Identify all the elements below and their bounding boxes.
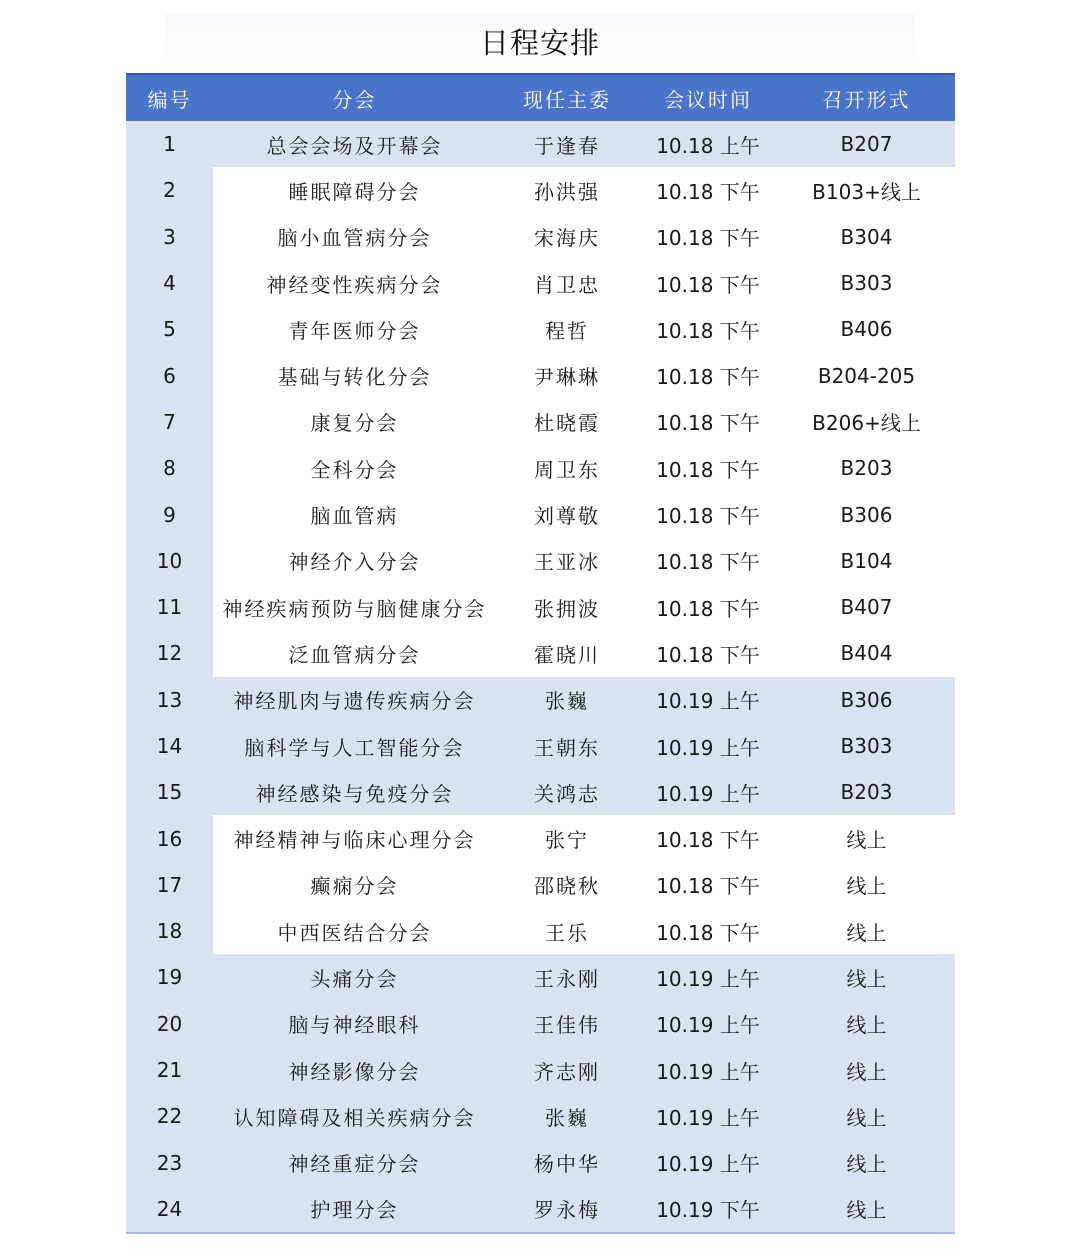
cell-chair: 关鸿志 (534, 781, 600, 806)
table-row (126, 1140, 955, 1186)
cell-number: 17 (126, 862, 213, 908)
table-body (126, 121, 955, 1234)
cell-chair: 王亚冰 (534, 550, 600, 575)
cell-chair: 王永刚 (534, 966, 600, 991)
cell-chair: 于逢春 (534, 133, 600, 158)
cell-format: 线上 (846, 1013, 887, 1038)
cell-number: 20 (156, 1011, 183, 1036)
cell-format: B306 (840, 687, 893, 712)
cell-format: B304 (840, 224, 893, 249)
cell-number: 18 (126, 908, 213, 954)
table-row (126, 723, 955, 769)
cell-chair: 肖卫忠 (534, 272, 600, 297)
cell-format: B306 (840, 502, 893, 527)
cell-subcommittee: 脑科学与人工智能分会 (244, 735, 465, 760)
table-row (126, 815, 955, 861)
cell-chair: 宋海庆 (534, 226, 600, 251)
cell-number: 19 (156, 965, 183, 990)
cell-number: 5 (126, 306, 213, 352)
table-row (126, 214, 955, 260)
cell-subcommittee: 康复分会 (310, 411, 399, 436)
cell-format: 线上 (846, 1059, 887, 1084)
cell-chair: 王佳伟 (534, 1013, 600, 1038)
cell-number: 16 (126, 815, 213, 861)
cell-chair: 齐志刚 (534, 1059, 600, 1084)
cell-time: 10.19 上午 (656, 966, 760, 991)
schedule-table (126, 73, 955, 1234)
page-title: 日程安排 (479, 26, 600, 60)
cell-format: 线上 (846, 1105, 887, 1130)
cell-chair: 杨中华 (534, 1152, 600, 1177)
table-row (126, 538, 955, 584)
cell-chair: 王乐 (545, 920, 589, 945)
header-chair: 现任主委 (523, 87, 611, 112)
cell-number: 11 (126, 584, 213, 630)
header-number: 编号 (147, 87, 192, 112)
table-row (126, 306, 955, 352)
cell-time: 10.18 下午 (656, 365, 760, 390)
cell-subcommittee: 脑小血管病分会 (277, 226, 432, 251)
cell-subcommittee: 基础与转化分会 (277, 365, 432, 390)
cell-number: 15 (156, 780, 183, 805)
cell-time: 10.19 上午 (656, 1013, 760, 1038)
cell-chair: 程哲 (545, 318, 589, 343)
cell-time: 10.19 上午 (656, 1152, 760, 1177)
cell-chair: 张巍 (545, 1105, 589, 1130)
cell-time: 10.18 下午 (656, 226, 760, 251)
cell-chair: 尹琳琳 (534, 365, 600, 390)
cell-subcommittee: 总会会场及开幕会 (266, 133, 443, 158)
cell-number: 8 (126, 445, 213, 491)
cell-chair: 邵晓秋 (534, 874, 600, 899)
table-row (126, 584, 955, 630)
cell-time: 10.18 下午 (656, 318, 760, 343)
cell-subcommittee: 泛血管病分会 (288, 642, 421, 667)
table-row (126, 399, 955, 445)
cell-format: B204-205 (817, 363, 916, 388)
cell-number: 14 (156, 734, 183, 758)
cell-number: 3 (126, 214, 213, 260)
cell-number: 6 (126, 352, 213, 398)
cell-number: 21 (156, 1058, 183, 1083)
cell-subcommittee: 神经精神与临床心理分会 (233, 828, 476, 853)
cell-subcommittee: 神经影像分会 (288, 1059, 421, 1084)
table-row (126, 260, 955, 306)
cell-subcommittee: 认知障碍及相关疾病分会 (233, 1105, 476, 1130)
cell-chair: 周卫东 (534, 457, 600, 482)
cell-chair: 杜晓霞 (534, 411, 600, 436)
cell-subcommittee: 全科分会 (310, 457, 399, 482)
cell-chair: 王朝东 (534, 735, 600, 760)
cell-time: 10.19 下午 (656, 1198, 760, 1223)
table-row (126, 630, 955, 676)
cell-format: B203 (840, 456, 893, 481)
cell-time: 10.18 下午 (656, 457, 760, 482)
header-format: 召开形式 (822, 87, 911, 112)
cell-time: 10.18 下午 (656, 411, 760, 436)
cell-time: 10.19 上午 (656, 689, 760, 714)
cell-subcommittee: 护理分会 (310, 1198, 399, 1223)
cell-format: 线上 (846, 1152, 887, 1177)
cell-time: 10.18 下午 (656, 920, 760, 945)
cell-time: 10.18 下午 (656, 179, 760, 204)
cell-time: 10.18 下午 (656, 550, 760, 575)
table-row (126, 445, 955, 491)
cell-time: 10.18 下午 (656, 828, 760, 853)
cell-subcommittee: 睡眠障碍分会 (288, 179, 421, 204)
cell-time: 10.19 上午 (656, 1105, 760, 1130)
cell-number: 1 (163, 132, 176, 157)
cell-subcommittee: 神经疾病预防与脑健康分会 (222, 596, 487, 621)
cell-time: 10.18 下午 (656, 504, 760, 529)
cell-number: 9 (126, 491, 213, 537)
cell-format: 线上 (846, 1198, 887, 1223)
cell-subcommittee: 脑与神经眼科 (288, 1013, 421, 1038)
table-row (126, 862, 955, 908)
cell-number: 10 (126, 538, 213, 584)
cell-subcommittee: 脑血管病 (310, 504, 399, 529)
cell-number: 23 (156, 1150, 183, 1175)
table-header (126, 73, 955, 121)
cell-chair: 张宁 (545, 828, 589, 853)
cell-subcommittee: 中西医结合分会 (277, 920, 432, 945)
header-time: 会议时间 (664, 87, 752, 112)
table-row (126, 954, 955, 1000)
cell-time: 10.18 下午 (656, 642, 760, 667)
cell-format: 线上 (846, 920, 887, 945)
cell-format: 线上 (846, 966, 887, 991)
table-row (126, 121, 955, 167)
cell-number: 4 (126, 260, 213, 306)
cell-subcommittee: 神经重症分会 (288, 1152, 421, 1177)
cell-number: 2 (126, 167, 213, 213)
cell-subcommittee: 头痛分会 (310, 966, 399, 991)
cell-time: 10.18 下午 (656, 272, 760, 297)
cell-number: 12 (126, 630, 213, 676)
cell-subcommittee: 癫痫分会 (310, 874, 399, 899)
table-row (126, 908, 955, 954)
cell-time: 10.19 上午 (656, 1059, 760, 1084)
cell-format: B203 (840, 780, 893, 805)
table-row (126, 167, 955, 213)
cell-chair: 张巍 (545, 689, 589, 714)
cell-format: 线上 (846, 828, 887, 853)
cell-subcommittee: 神经介入分会 (288, 550, 421, 575)
cell-format: B104 (840, 548, 893, 573)
cell-format: 线上 (846, 874, 887, 899)
cell-chair: 刘尊敬 (534, 504, 600, 529)
table-row (126, 491, 955, 537)
cell-number: 13 (156, 687, 183, 712)
cell-format: B207 (840, 132, 893, 157)
table-row (126, 677, 955, 723)
cell-number: 22 (156, 1104, 183, 1129)
header-subcommittee: 分会 (332, 87, 377, 112)
cell-format: B303 (840, 734, 893, 758)
table-row (126, 1047, 955, 1093)
cell-time: 10.18 上午 (656, 133, 760, 158)
table-row (126, 1186, 955, 1234)
cell-number: 7 (126, 399, 213, 445)
cell-chair: 张拥波 (534, 596, 600, 621)
cell-subcommittee: 神经肌肉与遗传疾病分会 (233, 689, 476, 714)
cell-chair: 霍晓川 (534, 642, 600, 667)
cell-subcommittee: 神经感染与免疫分会 (255, 781, 454, 806)
cell-format: B103+线上 (812, 179, 921, 204)
table-row (126, 1001, 955, 1047)
cell-format: B406 (840, 317, 893, 342)
cell-chair: 罗永梅 (534, 1198, 600, 1223)
cell-format: B206+线上 (812, 411, 921, 436)
cell-subcommittee: 青年医师分会 (288, 318, 421, 343)
cell-time: 10.19 上午 (656, 735, 760, 760)
cell-format: B303 (840, 271, 893, 296)
table-row (126, 1093, 955, 1139)
cell-chair: 孙洪强 (534, 179, 600, 204)
cell-time: 10.18 下午 (656, 874, 760, 899)
cell-format: B404 (840, 641, 893, 666)
cell-format: B407 (840, 595, 893, 620)
cell-number: 24 (156, 1196, 183, 1221)
table-row (126, 352, 955, 398)
cell-time: 10.18 下午 (656, 596, 760, 621)
table-row (126, 769, 955, 815)
cell-subcommittee: 神经变性疾病分会 (266, 272, 443, 297)
cell-time: 10.19 上午 (656, 781, 760, 806)
